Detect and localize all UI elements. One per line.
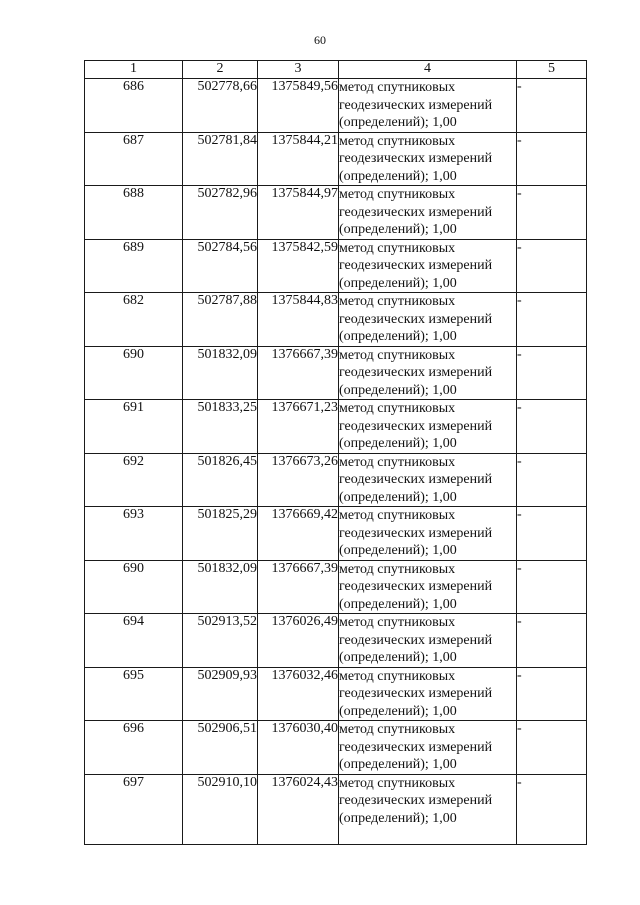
description-cell: -: [517, 400, 587, 454]
table-row: [85, 293, 587, 347]
y-coordinate-cell: 1375844,97: [258, 186, 339, 240]
x-coordinate-cell: 501826,45: [183, 453, 258, 507]
point-number-cell: 687: [85, 132, 183, 186]
method-cell: [339, 721, 517, 775]
method-cell: [339, 79, 517, 133]
x-coordinate-cell: 502782,96: [183, 186, 258, 240]
x-coordinate-cell: 502909,93: [183, 667, 258, 721]
method-line: метод спутниковых: [339, 668, 456, 684]
table-header-row: [85, 61, 587, 79]
method-line: (определений); 1,00: [339, 703, 457, 719]
method-line: геодезических измерений: [339, 97, 493, 113]
method-cell: [339, 293, 517, 347]
method-line: геодезических измерений: [339, 686, 493, 701]
y-coordinate-cell: 1376024,43: [258, 774, 339, 844]
x-coordinate-cell: 502906,51: [183, 721, 258, 775]
method-line: (определений); 1,00: [339, 222, 457, 237]
method-line: (определений); 1,00: [339, 168, 457, 184]
method-line: геодезических измерений: [339, 472, 493, 487]
page-number: 60: [314, 33, 326, 47]
method-cell: [339, 774, 517, 844]
point-number-cell: 686: [85, 79, 183, 133]
description-cell: -: [517, 560, 587, 614]
method-cell: [339, 400, 517, 454]
description-cell: -: [517, 346, 587, 400]
description-cell: -: [517, 79, 587, 133]
method-line: (определений); 1,00: [339, 489, 457, 505]
y-coordinate-cell: 1376673,26: [258, 453, 339, 507]
method-cell: [339, 239, 517, 293]
x-coordinate-cell: 502784,56: [183, 239, 258, 293]
description-cell: -: [517, 453, 587, 507]
method-cell: [339, 453, 517, 507]
method-line: метод спутниковых: [339, 508, 456, 523]
method-line: геодезических измерений: [339, 793, 493, 808]
method-line: геодезических измерений: [339, 418, 493, 434]
method-line: метод спутниковых: [339, 722, 456, 737]
table-row: [85, 667, 587, 721]
table-row: [85, 239, 587, 293]
y-coordinate-cell: 1376669,42: [258, 507, 339, 561]
column-header-1: 1: [85, 61, 183, 79]
x-coordinate-cell: 501832,09: [183, 346, 258, 400]
y-coordinate-cell: 1376671,23: [258, 400, 339, 454]
x-coordinate-cell: 502781,84: [183, 132, 258, 186]
x-coordinate-cell: 502913,52: [183, 614, 258, 668]
point-number-cell: 692: [85, 453, 183, 507]
column-header-3: 3: [258, 61, 339, 79]
method-cell: [339, 667, 517, 721]
description-cell: -: [517, 507, 587, 561]
method-cell: [339, 560, 517, 614]
point-number-cell: 690: [85, 346, 183, 400]
method-line: геодезических измерений: [339, 151, 493, 166]
method-cell: [339, 346, 517, 400]
method-line: (определений); 1,00: [339, 382, 457, 398]
point-number-cell: 695: [85, 667, 183, 721]
point-number-cell: 690: [85, 560, 183, 614]
y-coordinate-cell: 1375844,83: [258, 293, 339, 347]
table-row: [85, 346, 587, 400]
x-coordinate-cell: 501832,09: [183, 560, 258, 614]
point-number-cell: 689: [85, 239, 183, 293]
point-number-cell: 682: [85, 293, 183, 347]
method-line: метод спутниковых: [339, 80, 456, 95]
point-number-cell: 688: [85, 186, 183, 240]
y-coordinate-cell: 1375842,59: [258, 239, 339, 293]
method-line: геодезических измерений: [339, 632, 493, 648]
method-line: метод спутниковых: [339, 240, 456, 256]
table-row: [85, 132, 587, 186]
x-coordinate-cell: 502787,88: [183, 293, 258, 347]
method-cell: [339, 132, 517, 186]
description-cell: -: [517, 721, 587, 775]
table-row: [85, 614, 587, 668]
y-coordinate-cell: 1376667,39: [258, 346, 339, 400]
method-line: геодезических измерений: [339, 204, 493, 220]
point-number-cell: 696: [85, 721, 183, 775]
method-line: геодезических измерений: [339, 579, 493, 594]
table-row: [85, 400, 587, 454]
description-cell: -: [517, 667, 587, 721]
method-line: метод спутниковых: [339, 401, 456, 416]
method-line: метод спутниковых: [339, 187, 456, 202]
point-number-cell: 691: [85, 400, 183, 454]
description-cell: -: [517, 774, 587, 844]
point-number-cell: 694: [85, 614, 183, 668]
column-header-4: 4: [339, 61, 517, 79]
method-line: геодезических измерений: [339, 311, 493, 327]
method-line: (определений); 1,00: [339, 436, 457, 451]
table-row: [85, 774, 587, 844]
y-coordinate-cell: 1375844,21: [258, 132, 339, 186]
description-cell: -: [517, 186, 587, 240]
method-line: метод спутниковых: [339, 294, 456, 309]
method-line: (определений); 1,00: [339, 543, 457, 558]
x-coordinate-cell: 501833,25: [183, 400, 258, 454]
coordinates-table: [84, 60, 587, 845]
method-line: геодезических измерений: [339, 258, 493, 273]
method-line: метод спутниковых: [339, 454, 456, 470]
method-line: метод спутниковых: [339, 561, 456, 577]
method-line: (определений); 1,00: [339, 596, 457, 612]
table-row: [85, 186, 587, 240]
column-header-2: 2: [183, 61, 258, 79]
y-coordinate-cell: 1376667,39: [258, 560, 339, 614]
method-line: метод спутниковых: [339, 347, 456, 363]
point-number-cell: 693: [85, 507, 183, 561]
description-cell: -: [517, 293, 587, 347]
bottom-scan-marks: [0, 893, 640, 905]
y-coordinate-cell: 1375849,56: [258, 79, 339, 133]
description-cell: -: [517, 132, 587, 186]
method-line: метод спутниковых: [339, 133, 456, 149]
method-cell: [339, 507, 517, 561]
method-line: метод спутниковых: [339, 615, 456, 630]
table-row: [85, 507, 587, 561]
x-coordinate-cell: 502778,66: [183, 79, 258, 133]
table-row: [85, 79, 587, 133]
method-line: геодезических измерений: [339, 365, 493, 380]
method-line: геодезических измерений: [339, 525, 493, 541]
y-coordinate-cell: 1376026,49: [258, 614, 339, 668]
method-line: (определений); 1,00: [339, 810, 457, 826]
method-line: (определений); 1,00: [339, 650, 457, 665]
method-cell: [339, 614, 517, 668]
y-coordinate-cell: 1376032,46: [258, 667, 339, 721]
table-row: [85, 560, 587, 614]
method-cell: [339, 186, 517, 240]
column-header-5: 5: [517, 61, 587, 79]
method-line: метод спутниковых: [339, 775, 456, 791]
method-line: (определений); 1,00: [339, 115, 457, 130]
point-number-cell: 697: [85, 774, 183, 844]
y-coordinate-cell: 1376030,40: [258, 721, 339, 775]
method-line: геодезических измерений: [339, 739, 493, 755]
x-coordinate-cell: 501825,29: [183, 507, 258, 561]
table-row: [85, 453, 587, 507]
method-line: (определений); 1,00: [339, 757, 457, 772]
description-cell: -: [517, 239, 587, 293]
x-coordinate-cell: 502910,10: [183, 774, 258, 844]
table-row: [85, 721, 587, 775]
table-body: [85, 79, 587, 845]
method-line: (определений); 1,00: [339, 275, 457, 291]
description-cell: -: [517, 614, 587, 668]
method-line: (определений); 1,00: [339, 329, 457, 344]
